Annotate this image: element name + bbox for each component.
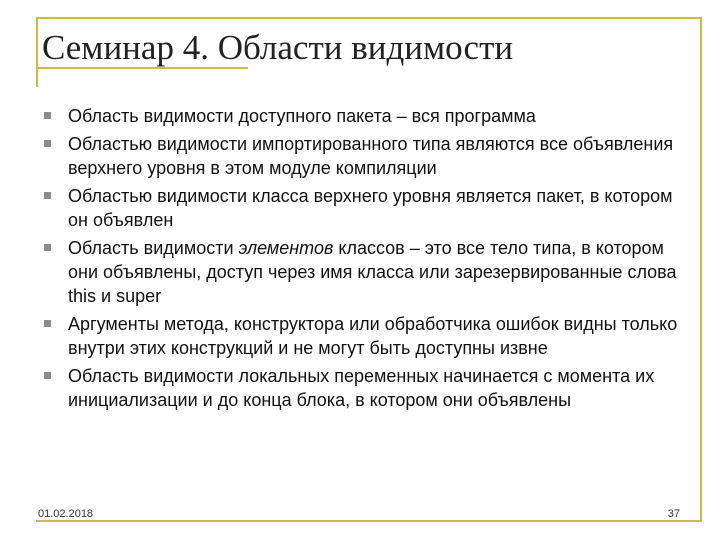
bullet-text-segment: Область видимости: [68, 238, 239, 258]
bullet-text-segment: Область видимости локальных переменных начинается с момента их инициализации и до конца блока, в котором они объявлены: [68, 366, 655, 410]
bullet-text: [68, 364, 690, 412]
bullet-text-italic: элементов: [238, 238, 334, 258]
page-number: 37: [667, 508, 680, 520]
decorative-border-bottom: [36, 520, 702, 522]
decorative-border-left: [36, 17, 38, 87]
bullet-item: [40, 312, 690, 360]
bullet-text: [68, 312, 690, 360]
bullet-text: [68, 104, 690, 128]
bullet-item: [40, 236, 690, 308]
bullet-list: [40, 104, 690, 416]
bullet-text-segment: Область видимости доступного пакета – вся программа: [68, 106, 536, 126]
bullet-text: [68, 236, 690, 308]
square-bullet-icon: [44, 372, 51, 379]
bullet-text-segment: Областью видимости импортированного типа являются все объявления верхнего уровня в этом модуле компиляции: [68, 134, 674, 178]
decorative-border-top: [36, 17, 702, 19]
square-bullet-icon: [44, 244, 51, 251]
bullet-text-segment: Областью видимости класса верхнего уровня является пакет, в котором он объявлен: [68, 186, 673, 230]
bullet-text: [68, 184, 690, 232]
square-bullet-icon: [44, 112, 51, 119]
square-bullet-icon: [44, 192, 51, 199]
bullet-item: [40, 184, 690, 232]
footer-date: 01.02.2018: [38, 508, 94, 520]
bullet-item: [40, 104, 690, 128]
slide-title: Семинар 4. Области видимости: [42, 28, 514, 67]
bullet-text-segment: классов – это все тело типа, в котором они объявлены, доступ через имя класса или зарезервированные слова this и super: [68, 238, 677, 306]
bullet-text: [68, 132, 690, 180]
bullet-item: [40, 132, 690, 180]
bullet-item: [40, 364, 690, 412]
decorative-border-right: [700, 17, 702, 522]
square-bullet-icon: [44, 320, 51, 327]
bullet-text-segment: Аргументы метода, конструктора или обработчика ошибок видны только внутри этих конструкций и не могут быть доступны извне: [68, 314, 678, 358]
square-bullet-icon: [44, 140, 51, 147]
